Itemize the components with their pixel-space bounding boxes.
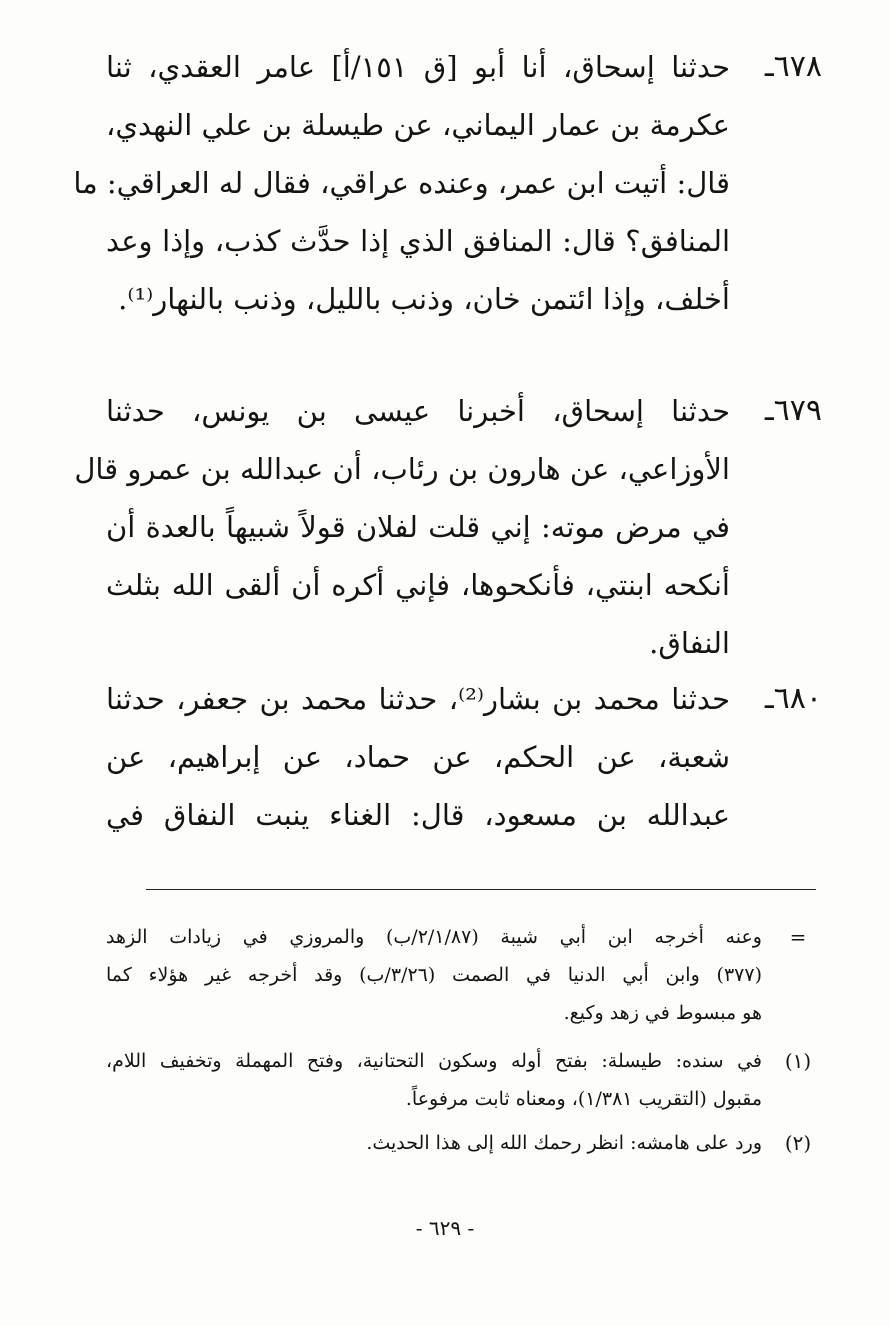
- footnote-separator: [146, 889, 816, 890]
- footnote-1: [100, 1042, 820, 1118]
- footnote-line: في سنده: طيسلة: بفتح أوله وسكون التحتانية، وفتح المهملة وتخفيف اللام،: [106, 1050, 762, 1072]
- footnote-line: وعنه أخرجه ابن أبي شيبة (٢/١/٨٧/ب) والمروزي في زيادات الزهد: [106, 926, 762, 948]
- entry-number: ٦٧٨ـ: [764, 49, 822, 84]
- text-line: حدثنا محمد بن بشار⁽²⁾، حدثنا محمد بن جعفر، حدثنا: [106, 682, 730, 716]
- hadith-entry-679: [70, 382, 822, 672]
- text-line: عبدالله بن مسعود، قال: الغناء ينبت النفاق في: [106, 798, 730, 832]
- text-line: أخلف، وإذا ائتمن خان، وذنب بالليل، وذنب بالنهار⁽¹⁾.: [118, 282, 730, 316]
- footnote-line: مقبول (التقريب ١/٣٨١)، ومعناه ثابت مرفوعاً.: [405, 1088, 762, 1110]
- hadith-entry-680: [70, 670, 822, 844]
- page-number: - ٦٢٩ -: [415, 1216, 475, 1240]
- footnote-line: هو مبسوط في زهد وكيع.: [563, 1002, 762, 1024]
- footnote-continued: [100, 918, 820, 1032]
- text-line: النفاق.: [649, 626, 730, 660]
- footnote-mark: =: [789, 925, 807, 949]
- text-line: الأوزاعي، عن هارون بن رئاب، أن عبدالله بن عمرو قال: [74, 452, 730, 486]
- text-line: في مرض موته: إني قلت لفلان قولاً شبيهاً بالعدة أن: [106, 510, 730, 544]
- text-line: حدثنا إسحاق، أخبرنا عيسى بن يونس، حدثنا: [106, 394, 730, 428]
- text-line: حدثنا إسحاق، أنا أبو [ق ١٥١/أ] عامر العقدي، ثنا: [106, 50, 731, 84]
- footnote-mark: (١): [784, 1049, 812, 1073]
- footnote-line: (٣٧٧) وابن أبي الدنيا في الصمت (٣/٢٦/ب) وقد أخرجه غير هؤلاء كما: [106, 964, 762, 986]
- text-line: شعبة، عن الحكم، عن حماد، عن إبراهيم، عن: [106, 740, 730, 774]
- entry-number: ٦٧٩ـ: [764, 393, 822, 428]
- text-line: المنافق؟ قال: المنافق الذي إذا حدَّث كذب، وإذا وعد: [106, 224, 730, 258]
- footnote-mark: (٢): [784, 1131, 812, 1155]
- footnote-line: ورد على هامشه: انظر رحمك الله إلى هذا الحديث.: [366, 1132, 762, 1154]
- entry-number: ٦٨٠ـ: [764, 681, 822, 716]
- text-line: قال: أتيت ابن عمر، وعنده عراقي، فقال له العراقي: ما: [73, 166, 730, 200]
- text-line: أنكحه ابنتي، فأنكحوها، فإني أكره أن ألقى الله بثلث: [106, 568, 730, 602]
- text-line: عكرمة بن عمار اليماني، عن طيسلة بن علي النهدي،: [106, 108, 730, 142]
- footnote-2: [100, 1124, 820, 1162]
- hadith-entry-678: [70, 38, 822, 328]
